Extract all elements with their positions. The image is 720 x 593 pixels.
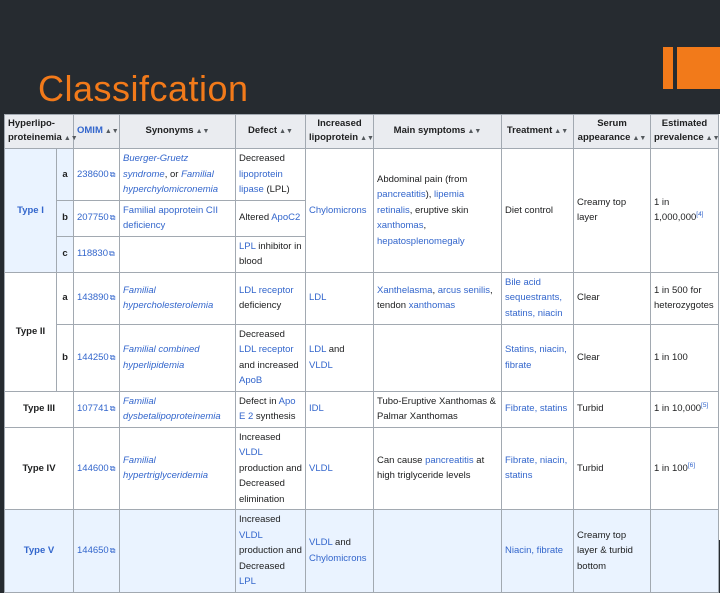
type-v-cell[interactable]: Type V	[5, 510, 74, 593]
header-row	[5, 115, 719, 149]
treatment-cell[interactable]: Niacin, fibrate	[502, 510, 574, 593]
treatment-cell[interactable]: Fibrate, niacin, statins	[502, 427, 574, 510]
serum-cell: Clear	[574, 324, 651, 391]
lipoprotein-cell[interactable]: Chylomicrons	[306, 149, 374, 273]
serum-cell: Clear	[574, 272, 651, 324]
omim-cell[interactable]: 144250⧉	[74, 324, 120, 391]
symptoms-cell	[374, 324, 502, 391]
defect-cell: Increased VLDL production and Decreased LPL	[236, 510, 306, 593]
col-header-main-symptoms[interactable]: Main symptoms ▲▼	[374, 115, 502, 149]
omim-cell[interactable]: 207750⧉	[74, 200, 120, 236]
col-header-treatment[interactable]: Treatment ▲▼	[502, 115, 574, 149]
defect-cell: Decreased LDL receptor and increased ApoB	[236, 324, 306, 391]
lipoprotein-cell[interactable]: IDL	[306, 391, 374, 427]
sort-icon[interactable]: ▲▼	[279, 128, 293, 135]
synonyms-cell[interactable]: Familial hypercholesterolemia	[120, 272, 236, 324]
symptoms-cell	[374, 510, 502, 593]
classification-table-container	[4, 114, 720, 587]
external-link-icon[interactable]: ⧉	[109, 293, 116, 303]
lipoprotein-cell: VLDL and Chylomicrons	[306, 510, 374, 593]
col-header-estimated-prevalence[interactable]: Estimated prevalence ▲▼	[651, 115, 719, 149]
subtype-cell: c	[57, 236, 74, 272]
sort-icon[interactable]: ▲▼	[360, 135, 374, 142]
treatment-cell: Diet control	[502, 149, 574, 273]
subtype-cell: b	[57, 200, 74, 236]
reference-link[interactable]: [6]	[687, 461, 696, 469]
lipoprotein-cell[interactable]: LDL	[306, 272, 374, 324]
omim-cell[interactable]: 143890⧉	[74, 272, 120, 324]
omim-cell[interactable]: 118830⧉	[74, 236, 120, 272]
col-header-serum-appearance[interactable]: Serum appearance ▲▼	[574, 115, 651, 149]
sort-icon[interactable]: ▲▼	[632, 135, 647, 142]
col-header-omim[interactable]: OMIM ▲▼	[74, 115, 120, 149]
prevalence-cell: 1 in 500 for heterozygotes	[651, 272, 719, 324]
type-i-cell[interactable]: Type I	[5, 149, 57, 273]
prevalence-cell: 1 in 100	[651, 324, 719, 391]
treatment-cell[interactable]: Fibrate, statins	[502, 391, 574, 427]
table-row-type2a	[5, 272, 719, 324]
table-row-type4	[5, 427, 719, 510]
omim-cell[interactable]: 144600⧉	[74, 427, 120, 510]
prevalence-cell: 1 in 1,000,000[4]	[651, 149, 719, 273]
synonyms-cell	[120, 236, 236, 272]
symptoms-cell: Can cause pancreatitis at high triglyceride levels	[374, 427, 502, 510]
serum-cell: Turbid	[574, 427, 651, 510]
defect-cell: LDL receptor deficiency	[236, 272, 306, 324]
prevalence-cell: 1 in 100[6]	[651, 427, 719, 510]
classification-table	[4, 114, 719, 593]
sort-icon[interactable]: ▲▼	[467, 128, 482, 135]
external-link-icon[interactable]: ⧉	[109, 213, 116, 223]
synonyms-cell[interactable]: Familial apoprotein CII deficiency	[120, 200, 236, 236]
slide-title: Classifcation	[38, 68, 249, 109]
sort-icon[interactable]: ▲▼	[554, 128, 569, 135]
subtype-cell: a	[57, 272, 74, 324]
defect-cell: Altered ApoC2	[236, 200, 306, 236]
external-link-icon[interactable]: ⧉	[109, 169, 116, 179]
symptoms-cell: Tubo-Eruptive Xanthomas & Palmar Xanthomas	[374, 391, 502, 427]
sort-icon[interactable]: ▲▼	[104, 128, 119, 135]
prevalence-cell: 1 in 10,000[5]	[651, 391, 719, 427]
type-iv-cell: Type IV	[5, 427, 74, 510]
omim-cell[interactable]: 144650⧉	[74, 510, 120, 593]
external-link-icon[interactable]: ⧉	[109, 463, 116, 473]
sort-icon[interactable]: ▲▼	[705, 135, 720, 142]
synonyms-cell: Buerger-Gruetz syndrome, or Familial hyperchylomicronemia	[120, 149, 236, 201]
col-header-synonyms[interactable]: Synonyms ▲▼	[120, 115, 236, 149]
serum-cell: Creamy top layer	[574, 149, 651, 273]
synonyms-cell: Familial combined hyperlipidemia	[120, 324, 236, 391]
external-link-icon[interactable]: ⧉	[109, 546, 116, 555]
defect-cell: LPL inhibitor in blood	[236, 236, 306, 272]
reference-link[interactable]: [4]	[696, 211, 704, 219]
serum-cell: Creamy top layer & turbid bottom	[574, 510, 651, 593]
serum-cell: Turbid	[574, 391, 651, 427]
prevalence-cell	[651, 510, 719, 593]
synonyms-cell	[120, 510, 236, 593]
table-row-type3	[5, 391, 719, 427]
external-link-icon[interactable]: ⧉	[109, 352, 116, 362]
defect-cell: Defect in Apo E 2 synthesis	[236, 391, 306, 427]
external-link-icon[interactable]: ⧉	[109, 404, 116, 414]
symptoms-cell: Abdominal pain (from pancreatitis), lipemia retinalis, eruptive skin xanthomas, hepatosplenomegaly	[374, 149, 502, 273]
synonyms-cell[interactable]: Familial hypertriglyceridemia	[120, 427, 236, 510]
external-link-icon[interactable]: ⧉	[109, 249, 115, 259]
symptoms-cell: Xanthelasma, arcus senilis, tendon xanthomas	[374, 272, 502, 324]
treatment-cell[interactable]: Bile acid sequestrants, statins, niacin	[502, 272, 574, 324]
reference-link[interactable]: [5]	[701, 402, 709, 410]
omim-cell[interactable]: 238600⧉	[74, 149, 120, 201]
col-header-type[interactable]: Hyperlipo-proteinemia ▲▼	[5, 115, 74, 149]
col-header-defect[interactable]: Defect ▲▼	[236, 115, 306, 149]
defect-cell: Decreased lipoprotein lipase (LPL)	[236, 149, 306, 201]
table-row-type1a	[5, 149, 719, 201]
subtype-cell: b	[57, 324, 74, 391]
lipoprotein-cell: LDL and VLDL	[306, 324, 374, 391]
type-ii-cell: Type II	[5, 272, 57, 391]
table-row-type2b	[5, 324, 719, 391]
sort-icon[interactable]: ▲▼	[195, 128, 210, 135]
accent-bar-decoration	[663, 47, 673, 89]
col-header-increased-lipoprotein[interactable]: Increased lipoprotein ▲▼	[306, 115, 374, 149]
synonyms-cell[interactable]: Familial dysbetalipoproteinemia	[120, 391, 236, 427]
defect-cell: Increased VLDL production and Decreased elimination	[236, 427, 306, 510]
subtype-cell: a	[57, 149, 74, 201]
accent-box-decoration	[677, 47, 720, 89]
table-row-type5	[5, 510, 719, 593]
omim-cell[interactable]: 107741⧉	[74, 391, 120, 427]
type-iii-cell: Type III	[5, 391, 74, 427]
sort-icon[interactable]: ▲▼	[63, 135, 78, 142]
treatment-cell[interactable]: Statins, niacin, fibrate	[502, 324, 574, 391]
lipoprotein-cell[interactable]: VLDL	[306, 427, 374, 510]
